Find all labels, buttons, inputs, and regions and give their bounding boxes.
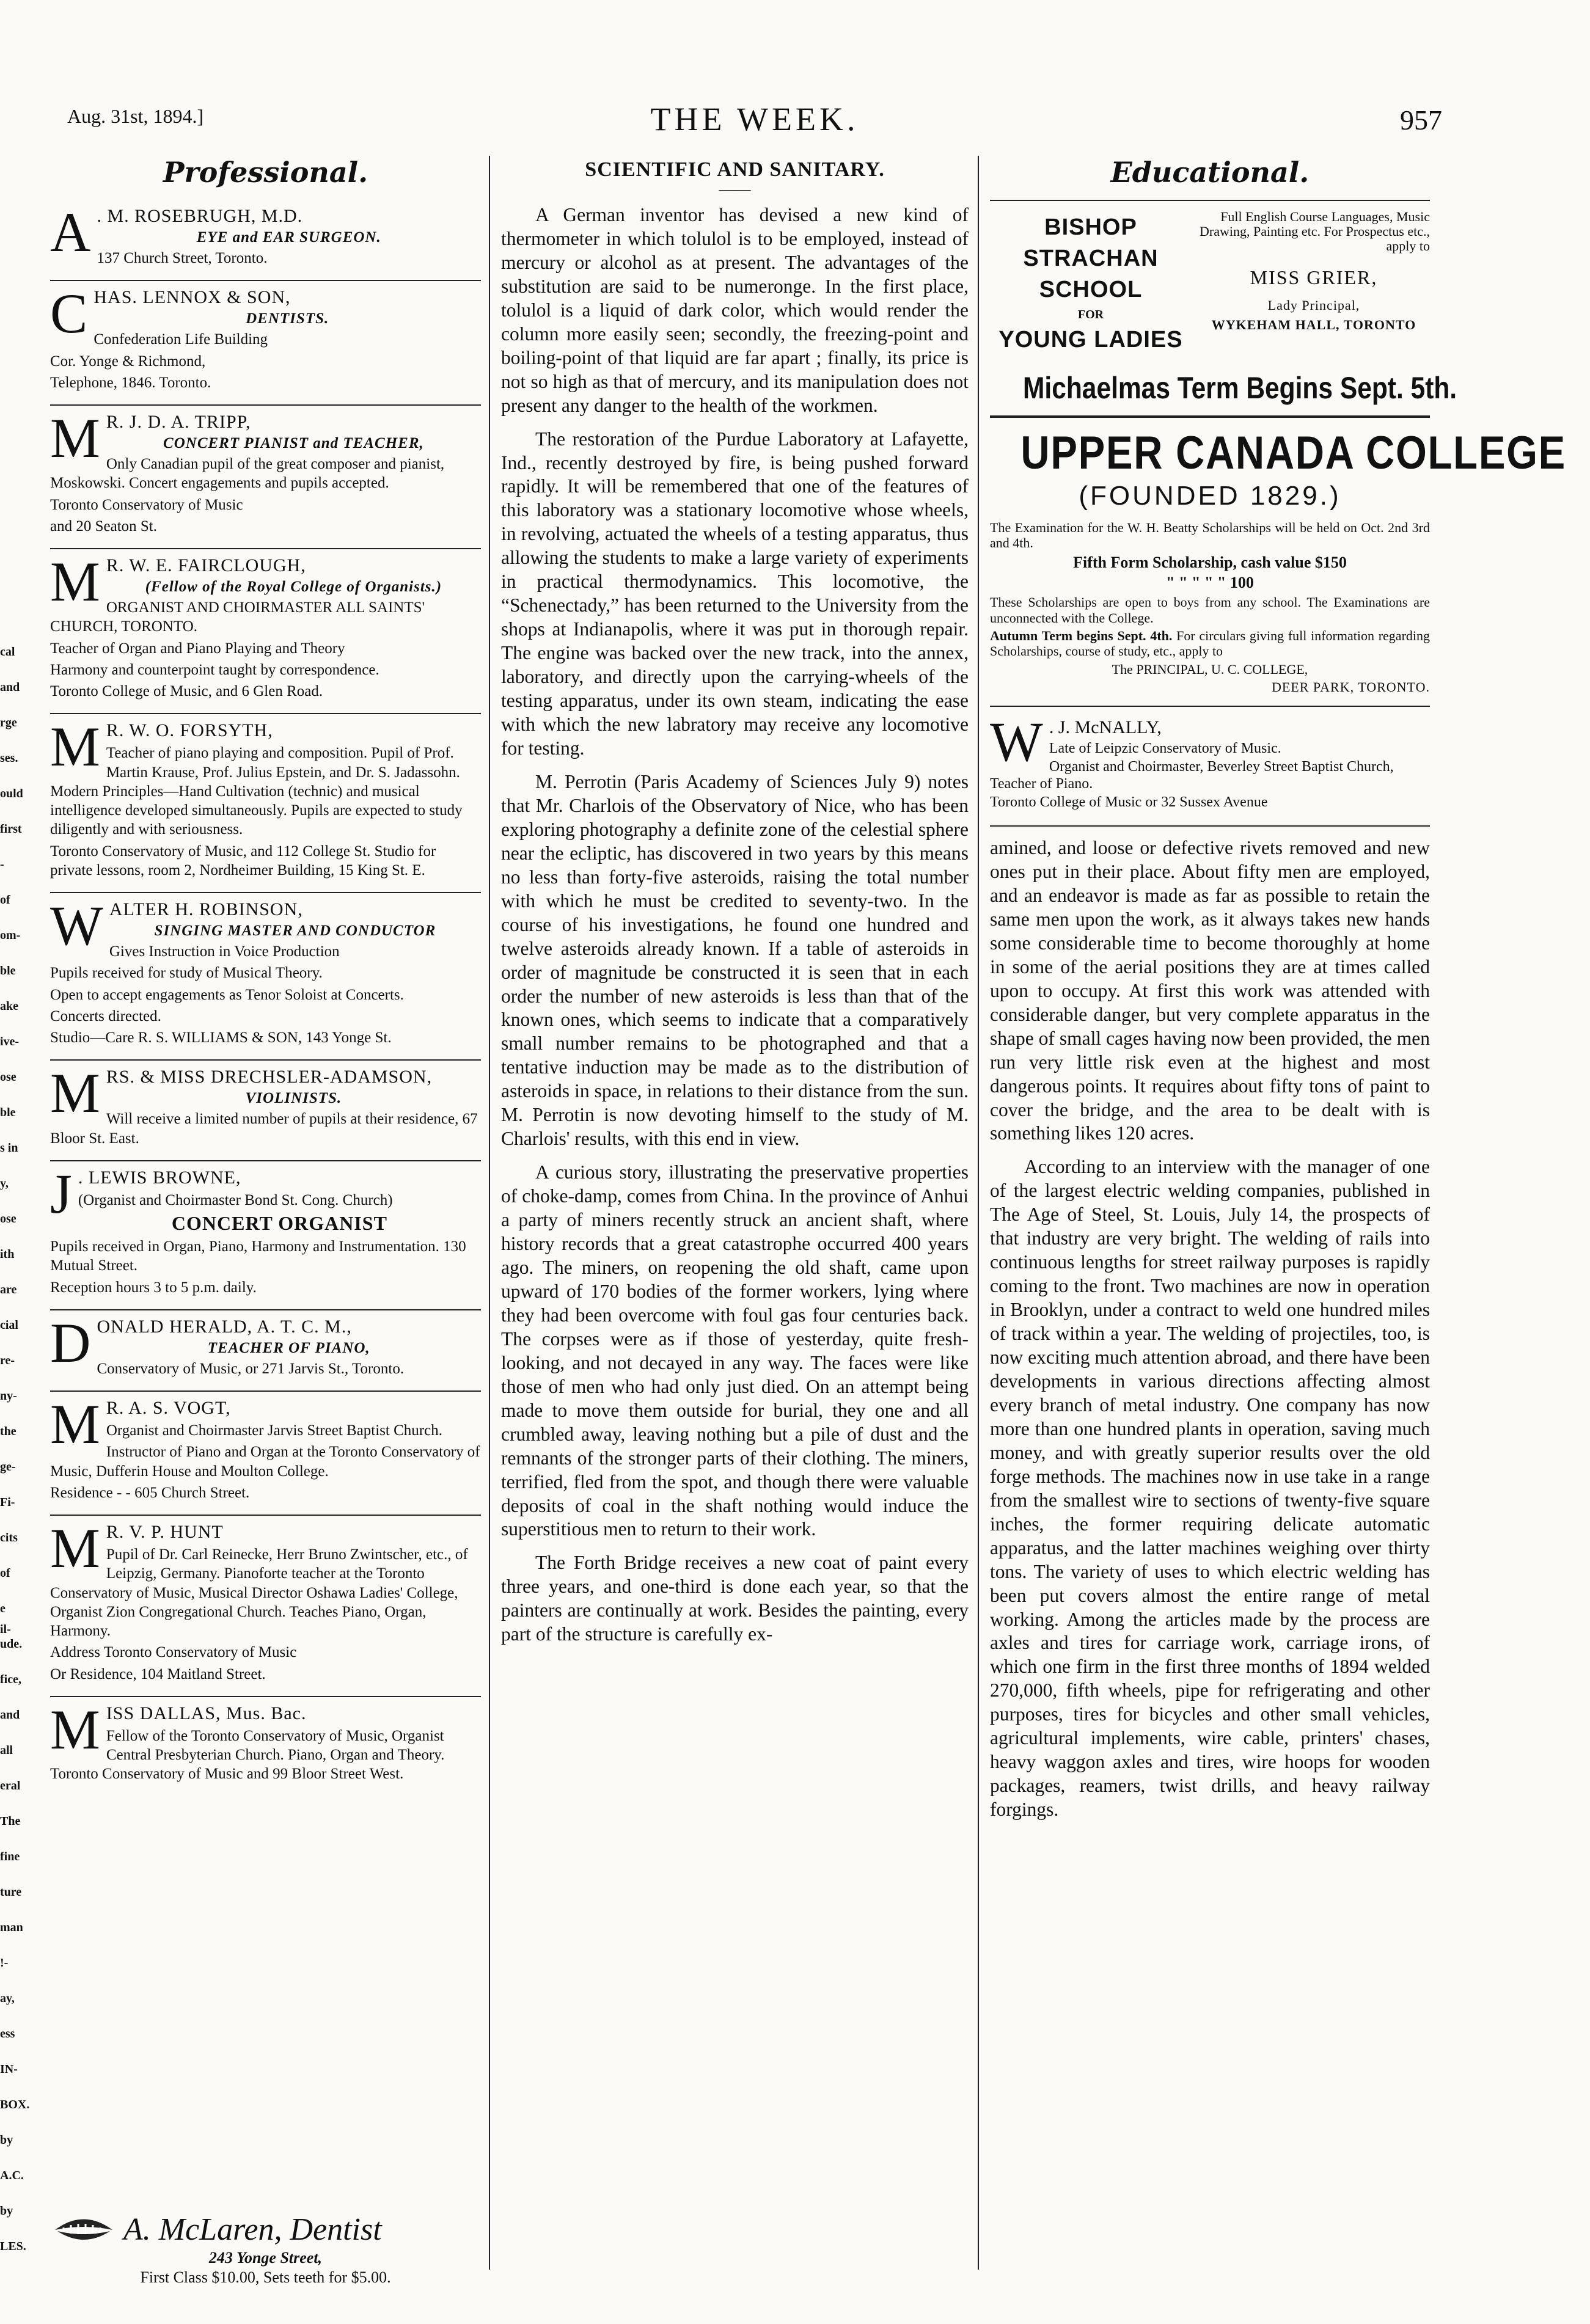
margin-fragment: ny- bbox=[0, 1389, 17, 1403]
professional-card bbox=[50, 406, 481, 549]
ucc-principal: The PRINCIPAL, U. C. COLLEGE, bbox=[1112, 661, 1308, 677]
course-description: Full English Course Languages, Music Drawing, Painting etc. For Prospectus etc., apply to bbox=[1200, 209, 1430, 254]
margin-fragment: of bbox=[0, 893, 10, 907]
mcnally-name: . J. McNALLY, bbox=[1049, 717, 1162, 738]
bishop-strachan-ad bbox=[990, 200, 1457, 417]
margin-fragment: ess bbox=[0, 2027, 15, 2041]
card-line: Toronto Conservatory of Music bbox=[50, 496, 243, 513]
scientific-heading: SCIENTIFIC AND SANITARY. bbox=[585, 158, 885, 181]
margin-fragment: - bbox=[0, 858, 4, 871]
card-name: ONALD HERALD, A. T. C. M., bbox=[97, 1316, 352, 1337]
ucc-scholarship: Fifth Form Scholarship, cash value $150 bbox=[1073, 553, 1347, 571]
card-name: R. A. S. VOGT, bbox=[106, 1398, 231, 1418]
margin-fragment: ose bbox=[0, 1212, 16, 1226]
card-initial: M bbox=[50, 1062, 100, 1125]
margin-fragment: eral bbox=[0, 1779, 21, 1792]
michaelmas-term: Michaelmas Term Begins Sept. 5th. bbox=[1023, 371, 1457, 405]
ucc-circulars: For circulars giving full information regarding Scholarships, course of study, etc., apply to bbox=[990, 627, 1431, 659]
margin-fragment: of bbox=[0, 1566, 10, 1580]
margin-fragment: ture bbox=[0, 1885, 22, 1899]
card-initial: M bbox=[50, 1517, 100, 1579]
card-concert: CONCERT ORGANIST bbox=[171, 1212, 387, 1234]
card-line: Conservatory of Music, or 271 Jarvis St., Toronto. bbox=[97, 1360, 405, 1377]
ucc-deer-park: DEER PARK, TORONTO. bbox=[1271, 679, 1430, 695]
educational-heading: Educational. bbox=[1110, 156, 1310, 189]
mcnally-line-1: Late of Leipzic Conservatory of Music. bbox=[1049, 740, 1281, 756]
margin-fragment: ould bbox=[0, 787, 23, 800]
card-line: Pupils received in Organ, Piano, Harmony and Instrumentation. 130 Mutual Street. bbox=[50, 1238, 466, 1274]
ucc-autumn: Autumn Term begins Sept. 4th. bbox=[990, 627, 1173, 643]
card-name: R. W. O. FORSYTH, bbox=[106, 720, 273, 741]
margin-fragment: Fi- bbox=[0, 1496, 15, 1509]
margin-fragment: cal bbox=[0, 645, 15, 659]
article-paragraph: A curious story, illustrating the preservative properties of choke-damp, comes from China. In the province of Anhui a party of miners recently struck an ancient shaft, where history records that a great catastrophe occurred 400 years ago. The miners, on reopening the old shaft, came upon upward of 170 bodies of the former workers, lying where they had been overcome with foul gas four centuries back. The corpses were as if those of yesterday, quite fresh-looking, and not decayed in any way. The faces were like those of men who had only just died. On an attempt being made to move them outside for burial, they one and all crumbled away, leaving nothing but a pile of dust and the remnants of the stronger parts of their clothing. The miners, terrified, fled from the spot, and though there were valuable deposits of coal in the shaft nothing would induce the superstitious men to return to their work. bbox=[501, 1161, 969, 1540]
margin-fragment: s in bbox=[0, 1141, 18, 1155]
card-line: Only Canadian pupil of the great composer and pianist, Moskowski. Concert engagements and pupils accepted. bbox=[50, 456, 445, 492]
card-initial: M bbox=[50, 1698, 100, 1761]
margin-fragment: e il- bbox=[0, 1602, 11, 1636]
card-line: Instructor of Piano and Organ at the Toronto Conservatory of Music, Dufferin House and Moulton College. bbox=[50, 1444, 480, 1480]
card-line: Pupil of Dr. Carl Reinecke, Herr Bruno Zwintscher, etc., of Leipzig, Germany. Pianoforte teacher at the Toronto Conservatory of Music, Musical Director Oshawa Ladies' College, Organist Zion Congregational Church. Teaches Piano, Organ, Harmony. bbox=[50, 1546, 468, 1639]
article-paragraph: A German inventor has devised a new kind of thermometer in which tolulol is to be employed, instead of mercury or alcohol as at present. The advantages of the substitution are said to be numeronge. In the first place, tolulol is a liquid of dark color, which would render the column more easily seen; secondly, the freezing-point and boiling-point of that liquid are far apart ; finally, its price is not so high as that of mercury, and its manipulation does not present any danger to the health of the workmen. bbox=[501, 204, 969, 416]
card-line: Organist and Choirmaster Jarvis Street Baptist Church. bbox=[106, 1422, 442, 1439]
margin-fragment: ake bbox=[0, 999, 18, 1013]
margin-fragment: are bbox=[0, 1283, 17, 1296]
margin-fragment: by bbox=[0, 2204, 13, 2218]
card-line: Harmony and counterpoint taught by correspondence. bbox=[50, 661, 379, 678]
article-paragraph: According to an interview with the manager of one of the largest electric welding companies, published in The Age of Steel, St. Louis, July 14, the prospects of that industry are very bright. The welding of rails into continuous lengths for street railway purposes is rapidly coming to the front. Two machines are now in operation in Brooklyn, under a contract to weld one hundred miles of track within a year. The welding of projectiles, too, is now exciting much attention abroad, and there have been developments in various directions affecting almost every branch of metal industry. One company has now more than one hundred plants in operation, saving much money, and with greatly superior results over the old forge methods. The machines now in use take in a range from the smallest wire to sections of twenty-five square inches, the former requiring delicate automatic apparatus, and the latter machines weighing over thirty tons. The variety of uses to which electric welding has been put covers almost the entire range of metal working. Among the articles made by the process are axles and tires for carriage work, carriage irons, of which one firm in the first three months of 1894 welded 270,000, fifth wheels, pipe for refrigerating and other purposes, tires for bicycles and other small vehicles, agricultural implements, wire cable, printers' chases, heavy waggon axles and tires, wire hoops for wooden packages, reamers, twist drills, and heavy railway forgings. bbox=[990, 1156, 1430, 1821]
margin-fragment: !- bbox=[0, 1956, 9, 1970]
card-name: . LEWIS BROWNE, bbox=[78, 1167, 241, 1188]
card-name: ALTER H. ROBINSON, bbox=[109, 899, 303, 919]
mclaren-price: First Class $10.00, Sets teeth for $5.00. bbox=[140, 2268, 391, 2286]
card-line: 137 Church Street, Toronto. bbox=[97, 250, 268, 266]
card-initial: A bbox=[50, 201, 91, 263]
page-number: 957 bbox=[1400, 104, 1442, 136]
column-rule-right bbox=[978, 156, 979, 2270]
card-line: Residence - - 605 Church Street. bbox=[50, 1484, 250, 1501]
ucc-scholarship-2: " " " " " 100 bbox=[1166, 574, 1254, 592]
margin-fragment: A.C. bbox=[0, 2169, 24, 2182]
card-line: Teacher of piano playing and composition. Pupil of Prof. Martin Krause, Prof. Julius Epstein, and Dr. S. Jadassohn. Modern Principles—Hand Cultivation (technic) and musical intelligence developed simultaneously. Pupils are expected to study diligently and with seriousness. bbox=[50, 745, 463, 838]
card-line: ORGANIST AND CHOIRMASTER ALL SAINTS' CHURCH, TORONTO. bbox=[50, 599, 425, 635]
wykeham-hall: WYKEHAM HALL, TORONTO bbox=[1211, 316, 1416, 332]
margin-fragment: man bbox=[0, 1921, 23, 1934]
card-line: Address Toronto Conservatory of Music bbox=[50, 1644, 297, 1661]
ucc-title: UPPER CANADA COLLEGE bbox=[1020, 427, 1567, 479]
margin-fragment: om- bbox=[0, 929, 21, 942]
scientific-column bbox=[501, 156, 969, 1656]
margin-fragment: fice, bbox=[0, 1673, 21, 1686]
card-subtitle: CONCERT PIANIST and TEACHER, bbox=[163, 435, 424, 451]
card-line: Open to accept engagements as Tenor Soloist at Concerts. bbox=[50, 986, 404, 1003]
card-name: . M. ROSEBRUGH, M.D. bbox=[97, 206, 303, 226]
card-initial: D bbox=[50, 1311, 91, 1374]
margin-fragment: ude. bbox=[0, 1637, 23, 1651]
mcnally-initial: W bbox=[990, 711, 1043, 773]
publication-title: THE WEEK. bbox=[650, 101, 859, 137]
ucc-open: These Scholarships are open to boys from any school. The Examinations are unconnected with the College. bbox=[990, 594, 1430, 626]
bishop-line: BISHOP bbox=[1044, 214, 1137, 240]
card-name: ISS DALLAS, Mus. Bac. bbox=[106, 1703, 307, 1723]
professional-card bbox=[50, 714, 481, 893]
card-line: and 20 Seaton St. bbox=[50, 517, 157, 535]
card-subtitle: EYE and EAR SURGEON. bbox=[196, 229, 381, 246]
margin-fragment: the bbox=[0, 1425, 16, 1438]
mclaren-name: A. McLaren, Dentist bbox=[123, 2212, 382, 2247]
margin-fragment: BOX. bbox=[0, 2098, 30, 2111]
margin-fragment: ose bbox=[0, 1070, 16, 1084]
principal-title: Lady Principal, bbox=[1267, 297, 1360, 313]
column-rule-left bbox=[489, 156, 490, 2270]
article-paragraph: amined, and loose or defective rivets removed and new ones put in their place. About fifty men are employed, and an endeavor is made as far as possible to retain the same men upon the work, as it always takes new hands some considerable time to become thoroughly at home in some of the aerial positions they are at times called upon to occupy. At first this work was attended with considerable danger, but very complete apparatus in the shape of small cages having now been provided, the men run very little risk even at the highest and most dangerous points. It requires about fifty tons of paint to cover the bridge, and the area to be dealt with is something likes 120 acres. bbox=[990, 837, 1430, 1144]
margin-fragment: LES. bbox=[0, 2240, 26, 2253]
card-line: Telephone, 1846. Toronto. bbox=[50, 374, 211, 391]
mcnally-line-3: Toronto College of Music or 32 Sussex Avenue bbox=[990, 794, 1268, 811]
ucc-exam: The Examination for the W. H. Beatty Scholarships will be held on Oct. 2nd 3rd and 4th. bbox=[990, 520, 1430, 551]
margin-fragment: ble bbox=[0, 964, 16, 977]
card-initial: M bbox=[50, 407, 100, 469]
card-initial: J bbox=[50, 1162, 72, 1225]
card-initial: C bbox=[50, 282, 88, 345]
card-subtitle: TEACHER OF PIANO, bbox=[207, 1339, 370, 1356]
educational-column bbox=[990, 156, 1567, 1832]
card-initial: M bbox=[50, 1393, 100, 1455]
card-name: R. V. P. HUNT bbox=[106, 1522, 224, 1542]
card-subtitle: SINGING MASTER AND CONDUCTOR bbox=[154, 923, 436, 939]
professional-card bbox=[50, 1061, 481, 1161]
card-line: Toronto College of Music, and 6 Glen Road. bbox=[50, 683, 323, 700]
card-line: Will receive a limited number of pupils at their residence, 67 Bloor St. East. bbox=[50, 1111, 478, 1147]
margin-fragment: cial bbox=[0, 1318, 18, 1332]
school-line: SCHOOL bbox=[1039, 277, 1143, 302]
professional-cards bbox=[50, 200, 481, 1796]
mclaren-address: 243 Yonge Street, bbox=[208, 2249, 323, 2267]
margin-fragment: and bbox=[0, 681, 20, 694]
ucc-founded: (FOUNDED 1829.) bbox=[1079, 481, 1341, 511]
card-name: HAS. LENNOX & SON, bbox=[93, 287, 291, 308]
issue-date: Aug. 31st, 1894.] bbox=[67, 105, 204, 127]
professional-card bbox=[50, 549, 481, 714]
margin-fragment: rge bbox=[0, 716, 17, 729]
margin-fragment: y, bbox=[0, 1177, 9, 1190]
margin-fragment: ith bbox=[0, 1248, 15, 1261]
card-name: R. W. E. FAIRCLOUGH, bbox=[106, 555, 306, 576]
article-paragraph: The Forth Bridge receives a new coat of paint every three years, and one-third is done each year, so that the painters are continually at work. Besides the painting, every part of the structure is carefully ex- bbox=[501, 1552, 969, 1645]
professional-card bbox=[50, 1697, 481, 1796]
upper-canada-college-ad bbox=[990, 417, 1567, 707]
professional-card bbox=[50, 1161, 481, 1310]
card-subtitle: VIOLINISTS. bbox=[245, 1090, 342, 1107]
card-subtitle: (Fellow of the Royal College of Organists.) bbox=[145, 579, 442, 595]
card-line: Fellow of the Toronto Conservatory of Music, Organist Central Presbyterian Church. Piano, Organ and Theory. Toronto Conservatory of Music and 99 Bloor Street West. bbox=[50, 1727, 445, 1783]
page-header bbox=[67, 101, 1442, 148]
professional-heading: Professional. bbox=[163, 156, 368, 189]
margin-fragment: fine bbox=[0, 1850, 20, 1863]
card-name: RS. & MISS DRECHSLER-ADAMSON, bbox=[106, 1067, 433, 1087]
article-paragraph: M. Perrotin (Paris Academy of Sciences July 9) notes that Mr. Charlois of the Observatory of Nice, who has been exploring photography a definite zone of the celestial sphere near the ecliptic, has discovered in two years by this means no less than forty-five asteroids, raising the total number with which he must be credited to seventy-two. In the course of his investigations, he found one hundred and twelve asteroids already known. If a table of asteroids in order of magnitude be constructed it is seen that in each order the number of new asteroids is less than that of the known ones, which seems to indicate that a comparatively small number remains to be photographed and that a tentative induction may be made as to the distribution of asteroids in space, in relations to their distance from the sun. M. Perrotin is now devoting himself to the study of M. Charlois' results, with this end in view. bbox=[501, 770, 969, 1150]
card-line: Reception hours 3 to 5 p.m. daily. bbox=[50, 1279, 257, 1296]
card-initial: M bbox=[50, 550, 100, 613]
card-line: Toronto Conservatory of Music, and 112 College St. Studio for private lessons, room 2, Nordheimer Building, 15 King St. E. bbox=[50, 842, 436, 879]
article-paragraph: The restoration of the Purdue Laboratory at Lafayette, Ind., recently destroyed by fire, is being pushed forward rapidly. It will be remembered that one of the features of this laboratory was a stationary locomotive whose wheels, in revolving, actuated the wheels of a testing apparatus, thus allowing the students to make a large variety of experiments in practical thermodynamics. This locomotive, the “Schenectady,” has been returned to the University from the shops at Indianapolis, where it was put in thorough repair. The engine was backed over the new track, into the annex, laboratory, and directly upon the carrying-wheels of the testing apparatus, under its own steam, indicating the ease with which the new labratory may receive any locomotive for testing. bbox=[501, 428, 969, 759]
professional-card bbox=[50, 1310, 481, 1392]
margin-fragment: ive- bbox=[0, 1035, 20, 1048]
principal-name: MISS GRIER, bbox=[1250, 266, 1378, 288]
card-line: Or Residence, 104 Maitland Street. bbox=[50, 1665, 266, 1683]
mcnally-line-2: Organist and Choirmaster, Beverley Street Baptist Church, Teacher of Piano. bbox=[990, 759, 1394, 792]
mcnally-card bbox=[990, 707, 1430, 827]
card-line: Confederation Life Building bbox=[93, 331, 268, 348]
card-line: Pupils received for study of Musical Theory. bbox=[50, 965, 323, 982]
professional-column bbox=[50, 156, 481, 1796]
margin-fragment: first bbox=[0, 822, 22, 836]
professional-card bbox=[50, 1392, 481, 1516]
professional-card bbox=[50, 893, 481, 1061]
card-line: Concerts directed. bbox=[50, 1007, 161, 1025]
professional-card bbox=[50, 1516, 481, 1697]
professional-card bbox=[50, 200, 481, 281]
margin-fragment: IN- bbox=[0, 2063, 18, 2076]
margin-fragment: ay, bbox=[0, 1992, 15, 2005]
margin-fragment: re- bbox=[0, 1354, 15, 1367]
card-initial: W bbox=[50, 894, 103, 957]
card-name: R. J. D. A. TRIPP, bbox=[106, 412, 251, 432]
card-line: Teacher of Organ and Piano Playing and Theory bbox=[50, 640, 345, 657]
margin-fragment: The bbox=[0, 1814, 21, 1828]
margin-fragment: ses. bbox=[0, 751, 18, 765]
heading-dash: —— bbox=[719, 180, 751, 198]
card-line: Studio—Care R. S. WILLIAMS & SON, 143 Yonge St. bbox=[50, 1029, 392, 1046]
young-ladies-line: YOUNG LADIES bbox=[998, 327, 1183, 353]
for-line: FOR bbox=[1077, 308, 1104, 321]
margin-fragment: ge- bbox=[0, 1460, 16, 1474]
margin-fragment: ble bbox=[0, 1106, 16, 1119]
card-line: Gives Instruction in Voice Production bbox=[109, 943, 340, 960]
card-line: (Organist and Choirmaster Bond St. Cong. Church) bbox=[78, 1191, 393, 1208]
margin-fragment: cits bbox=[0, 1531, 18, 1544]
professional-card bbox=[50, 281, 481, 406]
card-subtitle: DENTISTS. bbox=[246, 310, 329, 327]
margin-fragment: by bbox=[0, 2133, 13, 2147]
margin-fragment: and bbox=[0, 1708, 20, 1722]
mclaren-dentist-ad bbox=[50, 2212, 481, 2288]
strachan-line: STRACHAN bbox=[1023, 246, 1159, 271]
dentures-icon bbox=[50, 2205, 117, 2248]
card-line: Cor. Yonge & Richmond, bbox=[50, 353, 206, 370]
card-initial: M bbox=[50, 715, 100, 778]
margin-fragment: all bbox=[0, 1744, 13, 1757]
